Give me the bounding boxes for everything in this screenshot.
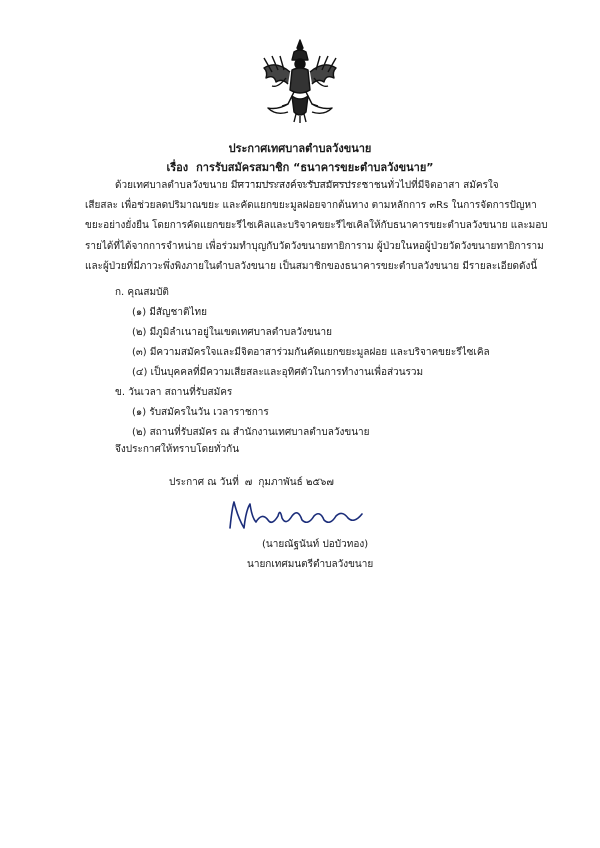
signer-name: (นายณัฐนันท์ ปอบัวทอง) [262, 539, 369, 550]
schedule-item: (๑) รับสมัครในวัน เวลาราชการ [132, 407, 269, 418]
subject-label: เรื่อง [166, 161, 189, 174]
date-prefix: ประกาศ ณ วันที่ [169, 477, 239, 488]
signer-position: นายกเทศมนตรีตำบลวังขนาย [247, 559, 374, 570]
announcement-title: ประกาศเทศบาลตำบลวังขนาย [228, 142, 372, 155]
date-day: ๗ [244, 477, 253, 488]
closing-statement: จึงประกาศให้ทราบโดยทั่วกัน [115, 444, 240, 455]
qualification-item: (๑) มีสัญชาติไทย [132, 307, 207, 318]
body-line: และผู้ป่วยที่มีภาวะพึ่งพิงภายในตำบลวังขนาย เป็นสมาชิกของธนาคารขยะตำบลวังขนาย มีรายละเอียดดังนี้ [85, 260, 538, 272]
qualifications-heading: ก. คุณสมบัติ [115, 287, 169, 298]
garuda-emblem-icon [258, 38, 342, 124]
body-line: ด้วยเทศบาลตำบลวังขนาย มีความประสงค์จะรับสมัครประชาชนทั่วไปที่มีจิตอาสา สมัครใจ [115, 180, 499, 191]
qualification-item: (๓) มีความสมัครใจและมีจิตอาสาร่วมกันคัดแยกขยะมูลฝอย และบริจาคขยะรีไซเคิล [132, 347, 490, 358]
handwritten-signature [222, 498, 372, 534]
body-line: รายได้ที่ได้จากการจำหน่าย เพื่อร่วมทำบุญกับวัดวังขนายทายิการาม ผู้ป่วยในหอผู้ป่วยวัดวังขนายทายิการาม [85, 240, 544, 252]
announcement-subject [0, 158, 600, 176]
subject-text: การรับสมัครสมาชิก “ธนาคารขยะตำบลวังขนาย” [196, 161, 434, 174]
schedule-heading: ข. วันเวลา สถานที่รับสมัคร [115, 387, 233, 398]
qualification-item: (๔) เป็นบุคคลที่มีความเสียสละและอุทิศตัวในการทำงานเพื่อส่วนรวม [132, 367, 424, 378]
date-month-year: กุมภาพันธ์ ๒๕๖๗ [258, 477, 334, 488]
body-paragraph [85, 176, 548, 277]
schedule-item: (๒) สถานที่รับสมัคร ณ สำนักงานเทศบาลตำบลวังขนาย [132, 427, 370, 438]
announcement-date [169, 475, 340, 490]
qualification-item: (๒) มีภูมิลำเนาอยู่ในเขตเทศบาลตำบลวังขนาย [132, 327, 332, 338]
body-line: ขยะอย่างยั่งยืน โดยการคัดแยกขยะรีไซเคิลและบริจาคขยะรีไซเคิลให้กับธนาคารขยะตำบลวังขนาย และมอบ [85, 220, 548, 232]
body-line: เสียสละ เพื่อช่วยลดปริมาณขยะ และคัดแยกขยะมูลฝอยจากต้นทาง ตามหลักการ ๓Rs ในการจัดการปัญหา [85, 200, 537, 212]
